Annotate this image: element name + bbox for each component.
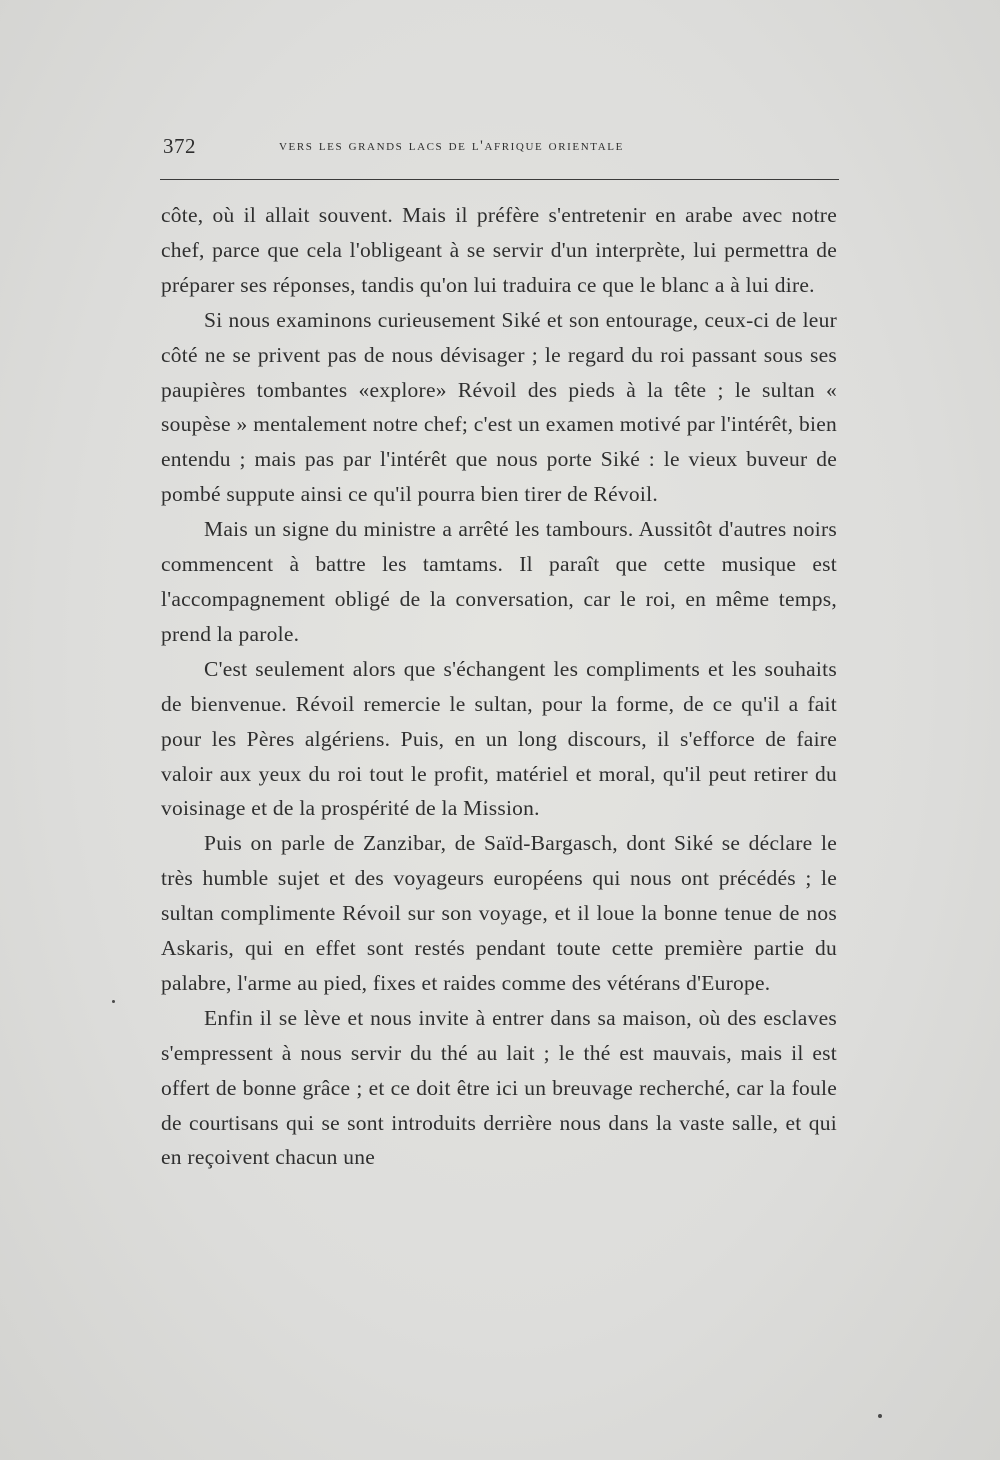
header-rule	[160, 179, 839, 180]
paragraph-4: C'est seulement alors que s'échangent les compliments et les souhaits de bienvenue. Révoil remercie le sultan, pour la forme, de ce qu'il a fait pour les Pères algériens. Puis, en un long discours, il s'efforce de faire valoir aux yeux du roi tout le profit, matériel et moral, qu'il peut retirer du voisinage et de la prospérité de la Mission.	[161, 656, 837, 821]
paragraph-6: Enfin il se lève et nous invite à entrer dans sa maison, où des esclaves s'empressent à nous servir du thé au lait ; le thé est mauvais, mais il est offert de bonne grâce ; et ce doit être ici un breuvage recherché, car la foule de courtisans qui se sont introduits derrière nous dans la vaste salle, et qui en reçoivent chacun une	[161, 1005, 837, 1170]
print-speck	[878, 1414, 882, 1418]
page-header	[163, 134, 839, 164]
page-number: 372	[163, 134, 196, 158]
print-speck	[112, 1000, 115, 1003]
paragraph-1: côte, où il allait souvent. Mais il préfère s'entretenir en arabe avec notre chef, parce que cela l'obligeant à se servir d'un interprète, lui permettra de préparer ses réponses, tandis qu'on lui traduira ce que le blanc a à lui dire.	[161, 203, 837, 297]
paragraph-2: Si nous examinons curieusement Siké et son entourage, ceux-ci de leur côté ne se privent pas de nous dévisager ; le regard du roi passant sous ses paupières tombantes «explore» Révoil des pieds à la tête ; le sultan « soupèse » mentalement notre chef; c'est un examen motivé par l'intérêt, bien entendu ; mais pas par l'intérêt que nous porte Siké : le vieux buveur de pombé suppute ainsi ce qu'il pourra bien tirer de Révoil.	[161, 307, 837, 507]
paragraph-5: Puis on parle de Zanzibar, de Saïd-Bargasch, dont Siké se déclare le très humble sujet et des voyageurs européens qui nous ont précédés ; le sultan complimente Révoil sur son voyage, et il loue la bonne tenue de nos Askaris, qui en effet sont restés pendant toute cette première partie du palabre, l'arme au pied, fixes et raides comme des vétérans d'Europe.	[161, 831, 837, 995]
body-text	[161, 198, 837, 1175]
running-title: vers les grands lacs de l'afrique orientale	[279, 138, 624, 154]
paragraph-3: Mais un signe du ministre a arrêté les tambours. Aussitôt d'autres noirs commencent à battre les tamtams. Il paraît que cette musique est l'accompagnement obligé de la conversation, car le roi, en même temps, prend la parole.	[161, 517, 837, 646]
